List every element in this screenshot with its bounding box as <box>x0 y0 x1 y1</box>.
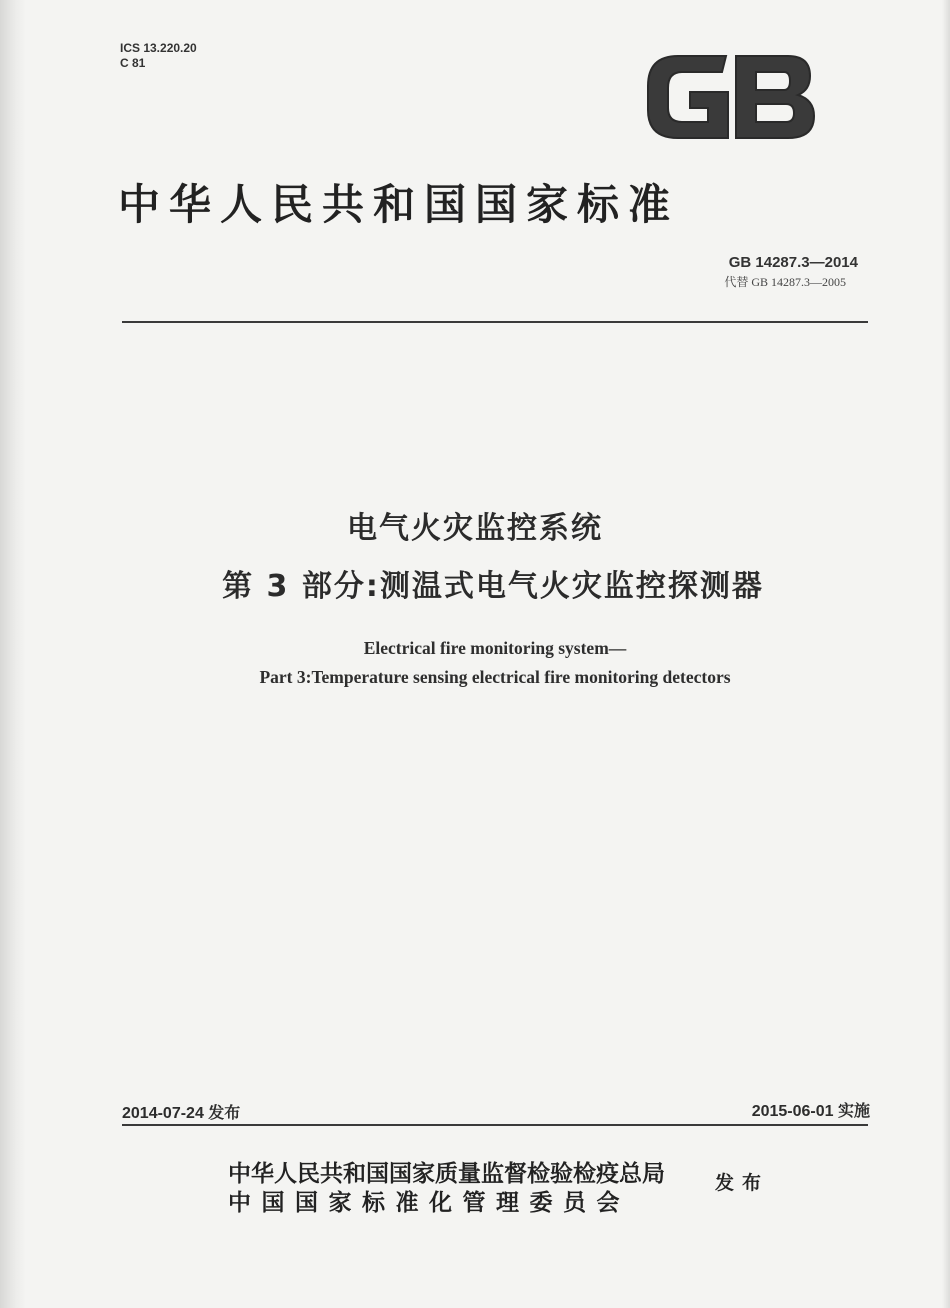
header-divider <box>122 321 868 323</box>
gb-logo-b <box>736 56 814 138</box>
gb-logo-g <box>648 56 728 138</box>
ccs-code: C 81 <box>120 56 146 70</box>
standard-category-title: 中华人民共和国国家标准 <box>118 180 680 229</box>
standard-number: GB 14287.3—2014 <box>728 254 858 271</box>
classification-codes <box>120 41 197 71</box>
ics-code: ICS 13.220.20 <box>120 41 197 55</box>
effective-date: 2015-06-01 实施 <box>751 1103 870 1120</box>
english-title-line-2: Part 3:Temperature sensing electrical fire monitoring detectors <box>259 667 731 687</box>
issuer-aqsiq: 中华人民共和国国家质量监督检验检疫总局 <box>228 1160 665 1187</box>
footer-divider <box>122 1124 868 1126</box>
chinese-title-line-2: 第 3 部分:测温式电气火灾监控探测器 <box>222 569 764 604</box>
gb-logo <box>638 48 820 144</box>
chinese-title-line-1: 电气火灾监控系统 <box>347 511 603 546</box>
issue-date: 2014-07-24 发布 <box>122 1105 241 1122</box>
english-title-line-1: Electrical fire monitoring system— <box>363 638 627 658</box>
publish-label: 发布 <box>715 1172 770 1194</box>
issuer-sac: 中国国家标准化管理委员会 <box>228 1189 630 1216</box>
replaces-standard: 代替 GB 14287.3—2005 <box>724 275 846 289</box>
